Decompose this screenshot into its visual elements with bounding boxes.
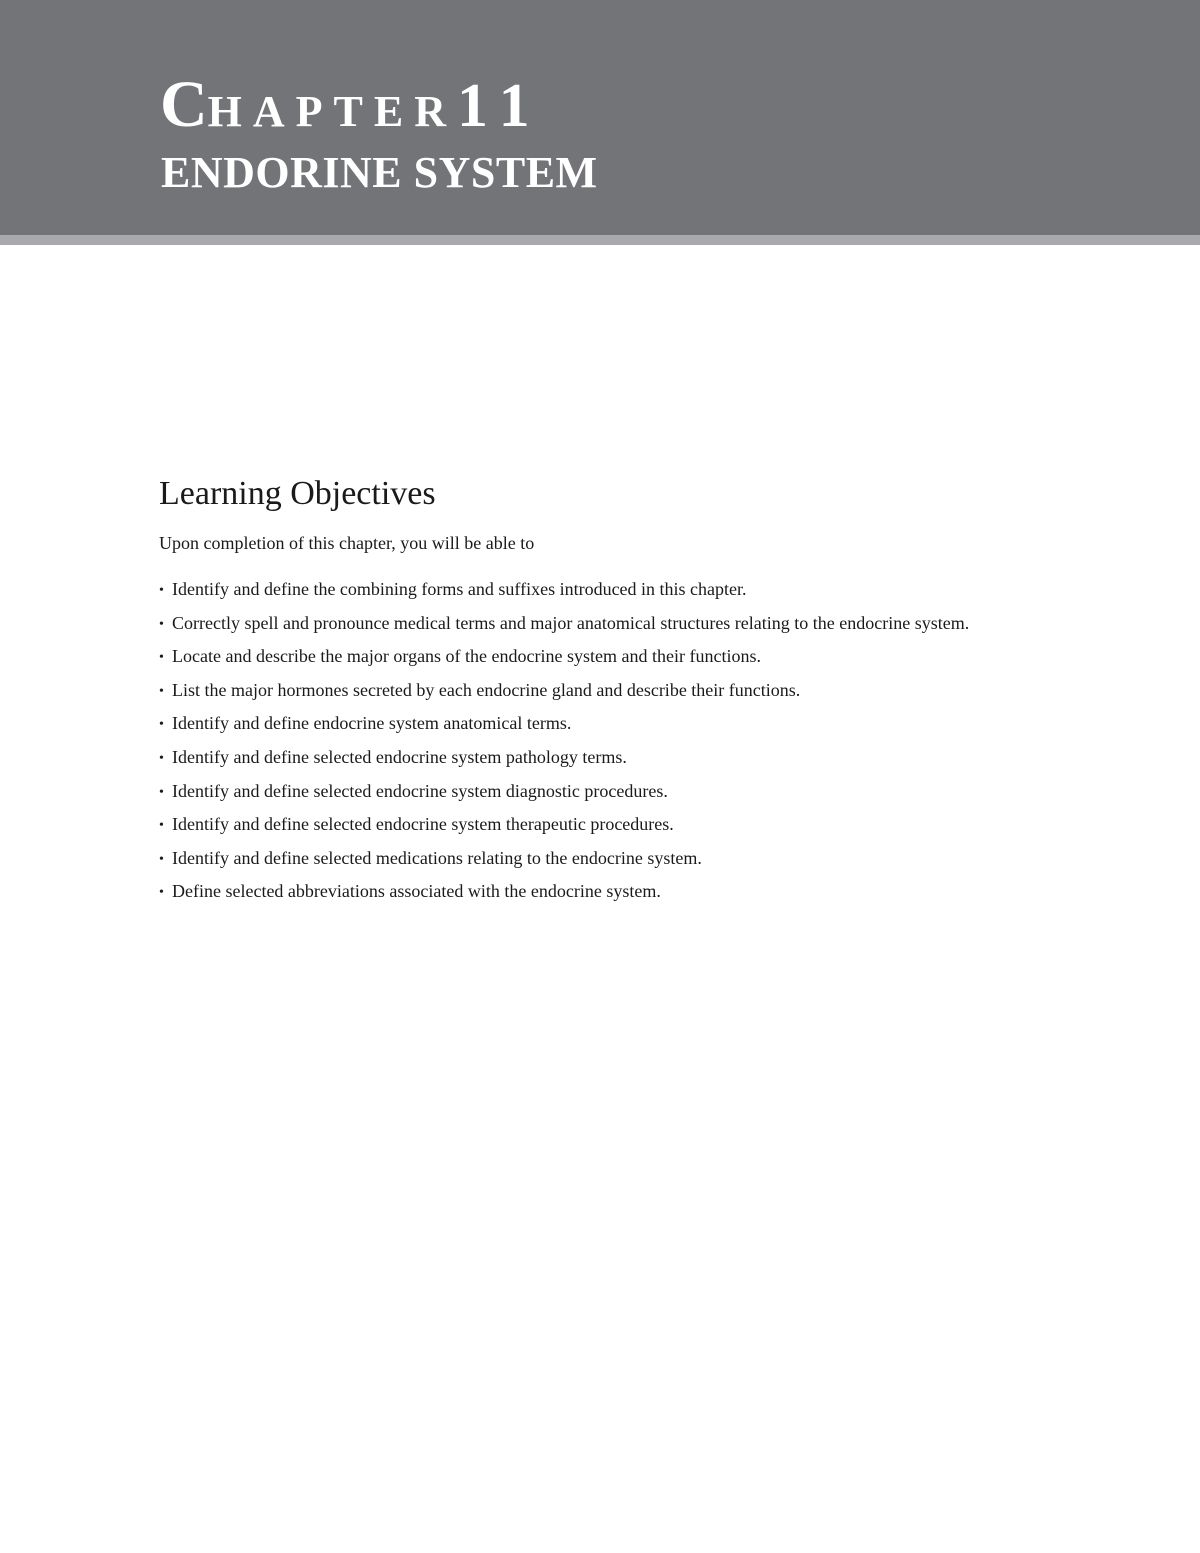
objective-item <box>159 746 969 780</box>
bullet-icon: • <box>159 784 164 800</box>
objective-item <box>159 780 969 814</box>
intro-text: Upon completion of this chapter, you will be able to <box>159 533 535 553</box>
objective-text: Correctly spell and pronounce medical terms and major anatomical structures relating to the endocrine system. <box>172 612 970 633</box>
objective-text: Identify and define selected endocrine system therapeutic procedures. <box>172 814 674 835</box>
bullet-icon: • <box>159 851 164 867</box>
bullet-icon: • <box>159 583 164 598</box>
bullet-icon: • <box>159 683 164 699</box>
chapter-header-stripe <box>0 235 1200 245</box>
bullet-icon: • <box>159 717 164 733</box>
bullet-icon: • <box>159 818 164 834</box>
objectives-list <box>159 578 969 914</box>
bullet-icon: • <box>159 616 164 632</box>
bullet-icon: • <box>159 750 164 766</box>
objective-item <box>159 880 969 914</box>
bullet-icon: • <box>159 650 164 666</box>
objective-text: Identify and define selected medications relating to the endocrine system. <box>172 847 702 868</box>
section-heading: Learning Objectives <box>159 475 436 512</box>
objective-item <box>159 679 969 713</box>
bullet-icon: • <box>159 885 164 901</box>
objective-item <box>159 712 969 746</box>
objective-text: Identify and define endocrine system anatomical terms. <box>172 713 572 734</box>
objective-text: Define selected abbreviations associated with the endocrine system. <box>172 881 661 902</box>
objective-text: Identify and define selected endocrine system pathology terms. <box>172 746 627 767</box>
objective-item <box>159 813 969 847</box>
objective-item <box>159 645 969 679</box>
objective-text: Identify and define selected endocrine system diagnostic procedures. <box>172 780 668 801</box>
chapter-initial: C <box>160 68 208 141</box>
objective-text: List the major hormones secreted by each endocrine gland and describe their functions. <box>172 679 801 700</box>
chapter-number: 11 <box>457 72 544 140</box>
chapter-title: ENDORINE SYSTEM <box>161 148 598 197</box>
chapter-word: HAPTER <box>207 87 458 136</box>
objective-item <box>159 578 969 612</box>
objective-item <box>159 612 969 646</box>
objective-item <box>159 847 969 881</box>
objective-text: Identify and define the combining forms and suffixes introduced in this chapter. <box>172 579 747 599</box>
objective-text: Locate and describe the major organs of the endocrine system and their functions. <box>172 646 761 667</box>
chapter-label <box>160 68 544 141</box>
